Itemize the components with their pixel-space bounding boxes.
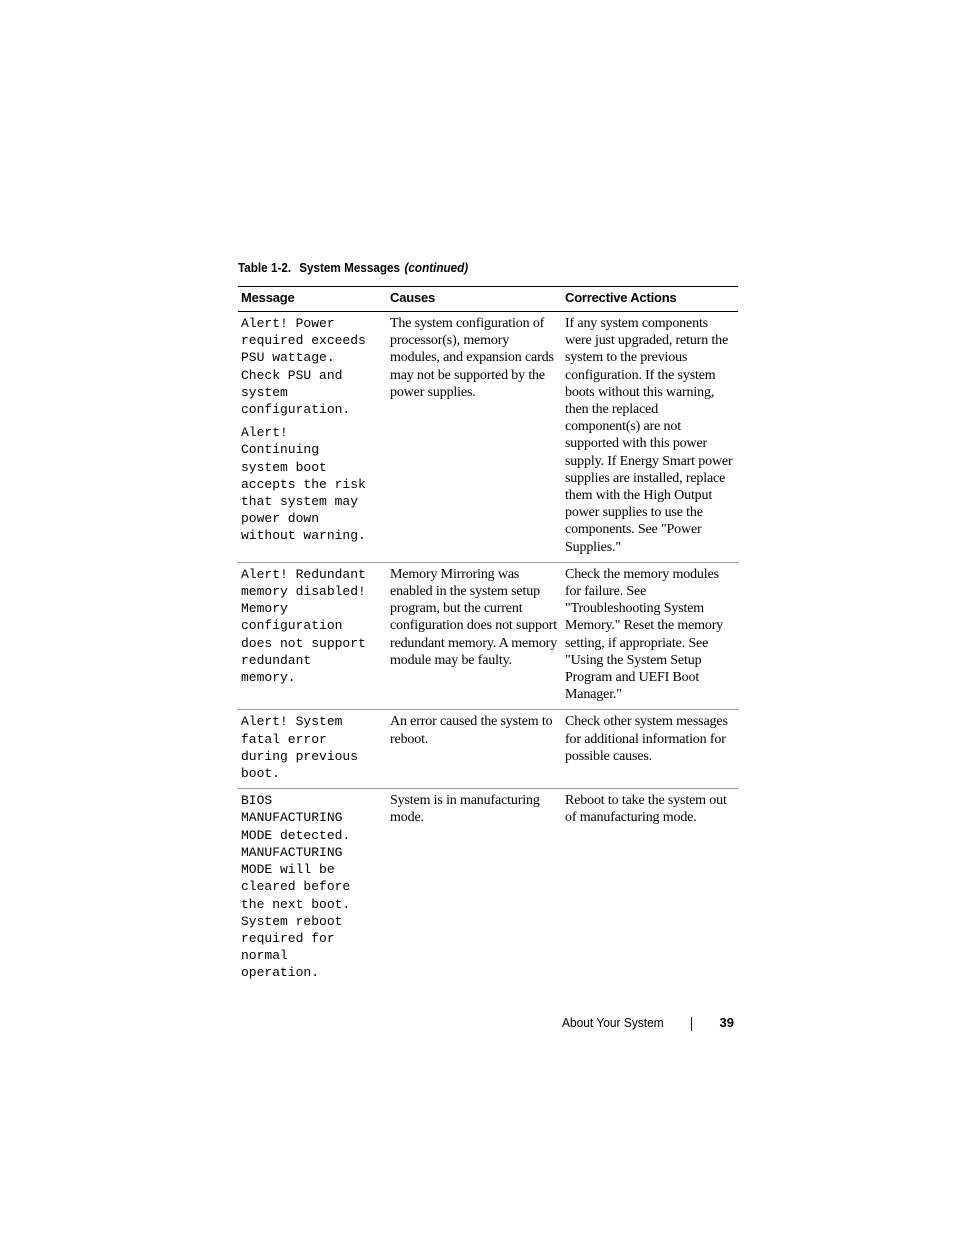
action-cell: Reboot to take the system out of manufacturing mode. [565, 793, 727, 826]
table-caption-title: System Messages [299, 260, 401, 275]
table-caption-note: (continued) [404, 260, 469, 275]
cause-cell: An error caused the system to reboot. [387, 710, 562, 789]
footer-separator [691, 1017, 692, 1031]
message-text: Alert! System fatal error during previous boot. [241, 714, 359, 782]
cause-cell: Memory Mirroring was enabled in the system setup program, but the current configuration does not support redundant memory. A memory module may be faulty. [387, 562, 562, 710]
footer-section-title: About Your System [562, 1015, 664, 1030]
table-caption-number: Table 1-2. [238, 260, 292, 275]
page-number: 39 [719, 1015, 734, 1030]
action-cell: If any system components were just upgraded, return the system to the previous configuration. If the system boots without this warning, then the replaced component(s) are not supported with this power supply. If Energy Smart power supplies are installed, replace them with the High Output power supplies to use the components. See "Power Supplies." [562, 312, 738, 563]
message-text: Alert! Power required exceeds PSU wattage. Check PSU and system configuration. [241, 316, 366, 418]
table-caption [238, 260, 468, 275]
action-cell: Check other system messages for additional information for possible causes. [562, 710, 738, 789]
message-cell [238, 562, 387, 710]
message-cell [238, 312, 387, 563]
message-text: BIOS MANUFACTURING MODE detected. MANUFACTURING MODE will be cleared before the next boot. System reboot required for normal operation. [241, 793, 351, 981]
action-cell: Check the memory modules for failure. See "Troubleshooting System Memory." Reset the memory setting, if appropriate. See "Using the System Setup Program and UEFI Boot Manager." [562, 562, 738, 710]
table-row [238, 710, 738, 789]
cause-cell: System is in manufacturing mode. [390, 793, 540, 826]
header-corrective-actions: Corrective Actions [562, 287, 738, 312]
header-causes: Causes [387, 287, 562, 312]
message-cell [238, 789, 387, 988]
message-text: Alert! Continuing system boot accepts the risk that system may power down without warning. [241, 425, 366, 544]
cause-cell: The system configuration of processor(s), memory modules, and expansion cards may not be supported by the power supplies. [387, 312, 562, 563]
message-text: Alert! Redundant memory disabled! Memory configuration does not support redundant memory. [241, 566, 366, 686]
message-cell [238, 710, 387, 789]
system-messages-table [238, 286, 738, 988]
header-message: Message [238, 287, 387, 312]
table-row [238, 789, 738, 988]
page-footer [562, 1015, 738, 1035]
table-row [238, 562, 738, 710]
table-row [238, 312, 738, 563]
table-header-row [238, 287, 738, 312]
